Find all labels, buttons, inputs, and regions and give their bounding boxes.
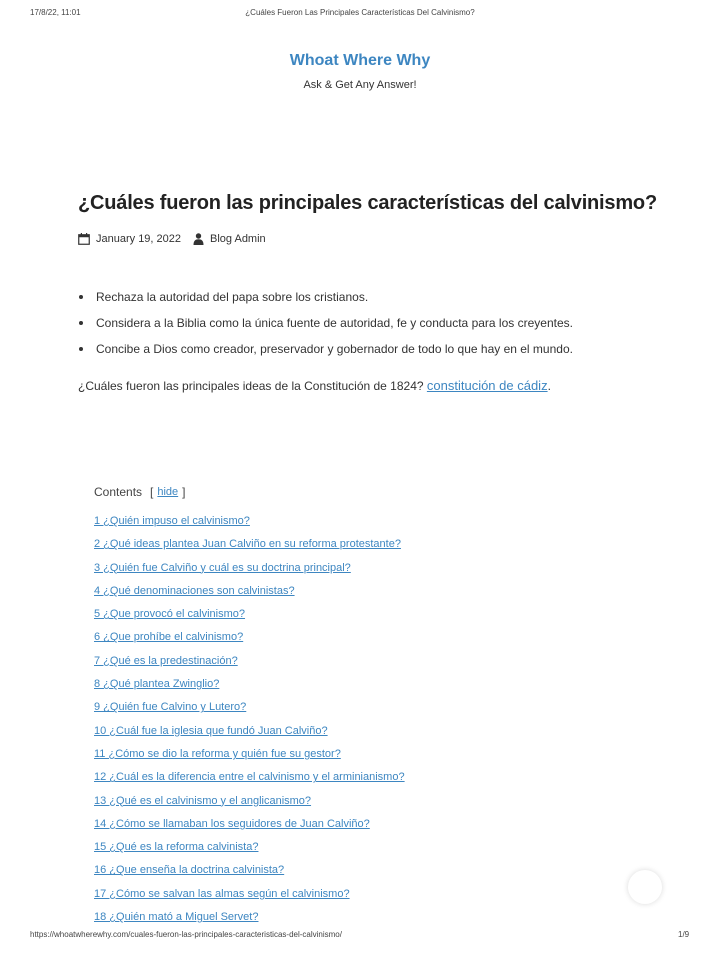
toc-link[interactable]: 14 ¿Cómo se llamaban los seguidores de Juan Calviño? bbox=[94, 817, 370, 830]
toc-item bbox=[94, 626, 654, 649]
toc-link[interactable]: 3 ¿Quién fue Calviño y cuál es su doctrina principal? bbox=[94, 561, 351, 574]
toc-hide-toggle[interactable]: hide bbox=[157, 486, 179, 498]
toc-link[interactable]: 11 ¿Cómo se dio la reforma y quién fue su gestor? bbox=[94, 747, 341, 760]
toc-header: Contents [ hide ] bbox=[94, 485, 186, 499]
print-url: https://whoatwherewhy.com/cuales-fueron-las-principales-caracteristicas-del-calvinismo/ bbox=[30, 930, 342, 939]
toc-item bbox=[94, 533, 654, 556]
user-icon bbox=[193, 233, 204, 245]
toc-link[interactable]: 1 ¿Quién impuso el calvinismo? bbox=[94, 515, 250, 527]
site-header bbox=[0, 52, 720, 91]
toc-link[interactable]: 5 ¿Que provocó el calvinismo? bbox=[94, 608, 246, 621]
toc-item bbox=[94, 743, 654, 766]
toc-item bbox=[94, 696, 654, 719]
list-item: Considera a la Biblia como la única fuente de autoridad, fe y conducta para los creyentes. bbox=[78, 310, 658, 336]
toc-item bbox=[94, 580, 654, 603]
post-date bbox=[78, 233, 181, 245]
toc-link[interactable]: 15 ¿Qué es la reforma calvinista? bbox=[94, 841, 259, 854]
toc-item bbox=[94, 673, 654, 696]
print-header bbox=[0, 0, 720, 20]
related-question: ¿Cuáles fueron las principales ideas de la Constitución de 1824? constitución de cádiz. bbox=[78, 378, 551, 393]
related-question-text: ¿Cuáles fueron las principales ideas de la Constitución de 1824? bbox=[78, 379, 424, 393]
print-page-number: 1/9 bbox=[678, 930, 690, 939]
toc-link[interactable]: 18 ¿Quién mató a Miguel Servet? bbox=[94, 911, 259, 924]
toc-item bbox=[94, 510, 654, 533]
toc-item bbox=[94, 859, 654, 882]
calendar-icon bbox=[78, 233, 90, 245]
print-page-title: ¿Cuáles Fueron Las Principales Características Del Calvinismo? bbox=[245, 8, 475, 17]
related-question-link[interactable]: constitución de cádiz bbox=[426, 378, 548, 393]
article bbox=[78, 188, 658, 405]
toc-link[interactable]: 2 ¿Qué ideas plantea Juan Calviño en su reforma protestante? bbox=[94, 538, 401, 551]
toc-link[interactable]: 8 ¿Qué plantea Zwinglio? bbox=[94, 678, 220, 691]
toc-item bbox=[94, 883, 654, 906]
toc-link[interactable]: 7 ¿Qué es la predestinación? bbox=[94, 654, 238, 667]
toc-item bbox=[94, 766, 654, 789]
site-tagline: Ask & Get Any Answer! bbox=[303, 79, 417, 91]
toc-link[interactable]: 16 ¿Que enseña la doctrina calvinista? bbox=[94, 864, 285, 877]
toc-item bbox=[94, 603, 654, 626]
site-title[interactable]: Whoat Where Why bbox=[289, 52, 431, 69]
toc-title: Contents bbox=[94, 485, 143, 499]
list-item: Concibe a Dios como creador, preservador y gobernador de todo lo que hay en el mundo. bbox=[78, 336, 658, 362]
toc-item bbox=[94, 836, 654, 859]
print-datetime: 17/8/22, 11:01 bbox=[30, 8, 81, 17]
toc-link[interactable]: 12 ¿Cuál es la diferencia entre el calvinismo y el arminianismo? bbox=[94, 771, 405, 784]
scroll-to-top-button[interactable] bbox=[628, 870, 662, 904]
post-date-text[interactable]: January 19, 2022 bbox=[96, 233, 182, 245]
toc-link[interactable]: 13 ¿Qué es el calvinismo y el anglicanismo? bbox=[94, 794, 312, 807]
article-title: ¿Cuáles fueron las principales características del calvinismo? bbox=[78, 192, 657, 214]
toc-link[interactable]: 9 ¿Quién fue Calvino y Lutero? bbox=[94, 701, 247, 714]
article-meta bbox=[78, 230, 658, 248]
toc-link[interactable]: 6 ¿Que prohíbe el calvinismo? bbox=[94, 631, 244, 644]
post-author-text[interactable]: Blog Admin bbox=[210, 233, 266, 245]
table-of-contents bbox=[94, 482, 654, 929]
list-item: Rechaza la autoridad del papa sobre los cristianos. bbox=[78, 284, 658, 310]
toc-item bbox=[94, 906, 654, 929]
post-author bbox=[193, 233, 266, 245]
toc-item bbox=[94, 813, 654, 836]
toc-item bbox=[94, 790, 654, 813]
toc-list bbox=[94, 510, 654, 929]
toc-item bbox=[94, 650, 654, 673]
toc-link[interactable]: 17 ¿Cómo se salvan las almas según el calvinismo? bbox=[94, 887, 350, 900]
toc-link[interactable]: 4 ¿Qué denominaciones son calvinistas? bbox=[94, 584, 295, 597]
feature-list bbox=[78, 284, 658, 362]
toc-item bbox=[94, 720, 654, 743]
toc-item bbox=[94, 557, 654, 580]
toc-link[interactable]: 10 ¿Cuál fue la iglesia que fundó Juan Calviño? bbox=[94, 724, 328, 737]
